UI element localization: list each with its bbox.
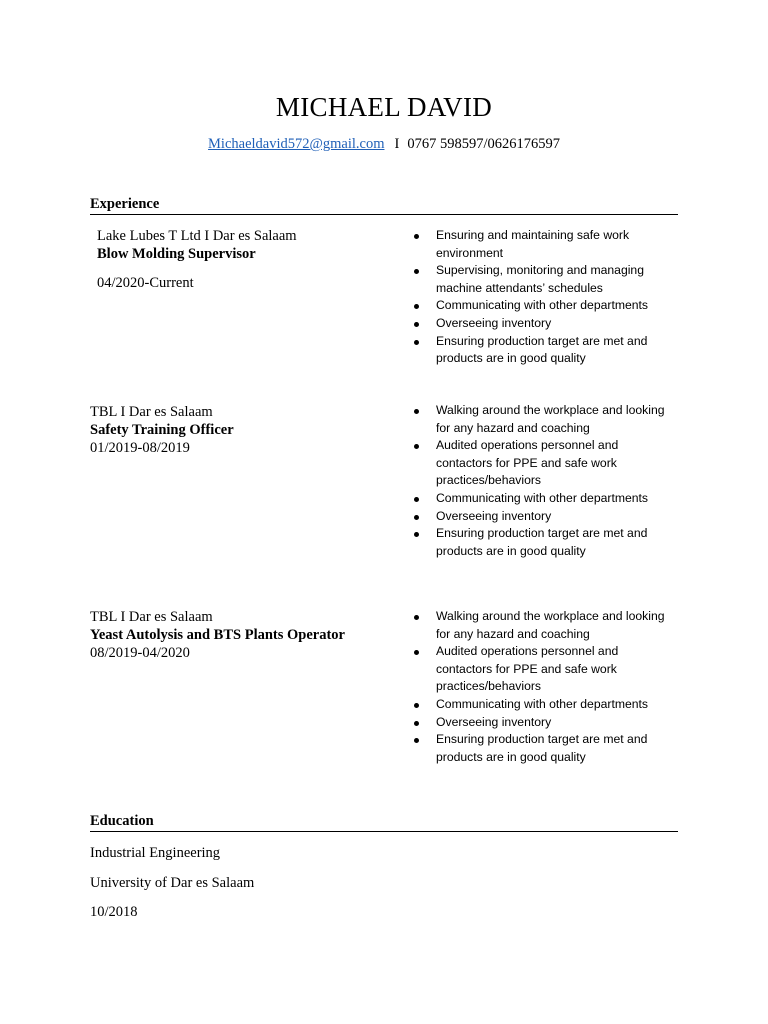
- list-item: Audited operations personnel and contactors for PPE and safe work practices/behaviors: [412, 643, 674, 696]
- education-degree: Industrial Engineering: [90, 845, 221, 861]
- education-heading: Education: [90, 813, 154, 829]
- education-school: University of Dar es Salaam: [90, 875, 255, 891]
- job-2-company: TBL I Dar es Salaam: [90, 404, 213, 420]
- job-1-company: Lake Lubes T Ltd I Dar es Salaam: [97, 228, 297, 244]
- phone-number: 0767 598597/0626176597: [407, 136, 560, 152]
- list-item: Supervising, monitoring and managing machine attendants’ schedules: [412, 262, 674, 297]
- list-item: Communicating with other departments: [412, 696, 674, 714]
- bullet-icon: [414, 409, 419, 414]
- job-3-company: TBL I Dar es Salaam: [90, 609, 213, 625]
- list-item: Ensuring production target are met and products are in good quality: [412, 525, 674, 560]
- list-item: Audited operations personnel and contactors for PPE and safe work practices/behaviors: [412, 437, 674, 490]
- bullet-icon: [414, 615, 419, 620]
- bullet-icon: [414, 532, 419, 537]
- job-2-duties: [412, 402, 674, 560]
- job-1-duties: [412, 227, 674, 368]
- bullet-icon: [414, 650, 419, 655]
- contact-line: [0, 136, 768, 153]
- candidate-name: MICHAEL DAVID: [275, 92, 493, 122]
- bullet-icon: [414, 738, 419, 743]
- job-2-info: [90, 403, 234, 457]
- bullet-icon: [414, 703, 419, 708]
- bullet-icon: [414, 234, 419, 239]
- list-item: Walking around the workplace and looking for any hazard and coaching: [412, 608, 674, 643]
- list-item: Walking around the workplace and looking for any hazard and coaching: [412, 402, 674, 437]
- job-2-dates: 01/2019-08/2019: [90, 440, 190, 456]
- bullet-icon: [414, 304, 419, 309]
- experience-heading: Experience: [90, 196, 160, 212]
- list-item: Overseeing inventory: [412, 508, 674, 526]
- job-2-title: Safety Training Officer: [90, 422, 234, 438]
- list-item: Ensuring and maintaining safe work environment: [412, 227, 674, 262]
- job-3-info: [90, 608, 345, 662]
- job-3-duties: [412, 608, 674, 766]
- list-item: Communicating with other departments: [412, 490, 674, 508]
- bullet-icon: [414, 721, 419, 726]
- bullet-icon: [414, 269, 419, 274]
- experience-divider: [90, 214, 678, 215]
- list-item: Ensuring production target are met and products are in good quality: [412, 333, 674, 368]
- bullet-icon: [414, 497, 419, 502]
- job-3-dates: 08/2019-04/2020: [90, 645, 190, 661]
- job-1-dates: 04/2020-Current: [97, 275, 194, 291]
- bullet-icon: [414, 515, 419, 520]
- bullet-icon: [414, 340, 419, 345]
- job-1-title: Blow Molding Supervisor: [97, 246, 256, 262]
- job-3-title: Yeast Autolysis and BTS Plants Operator: [90, 627, 345, 643]
- education-date: 10/2018: [90, 904, 138, 920]
- bullet-icon: [414, 322, 419, 327]
- list-item: Overseeing inventory: [412, 714, 674, 732]
- education-divider: [90, 831, 678, 832]
- list-item: Overseeing inventory: [412, 315, 674, 333]
- job-1-info: [97, 227, 297, 292]
- list-item: Ensuring production target are met and products are in good quality: [412, 731, 674, 766]
- bullet-icon: [414, 444, 419, 449]
- list-item: Communicating with other departments: [412, 297, 674, 315]
- email-link[interactable]: Michaeldavid572@gmail.com: [208, 136, 385, 152]
- contact-separator: I: [394, 136, 400, 152]
